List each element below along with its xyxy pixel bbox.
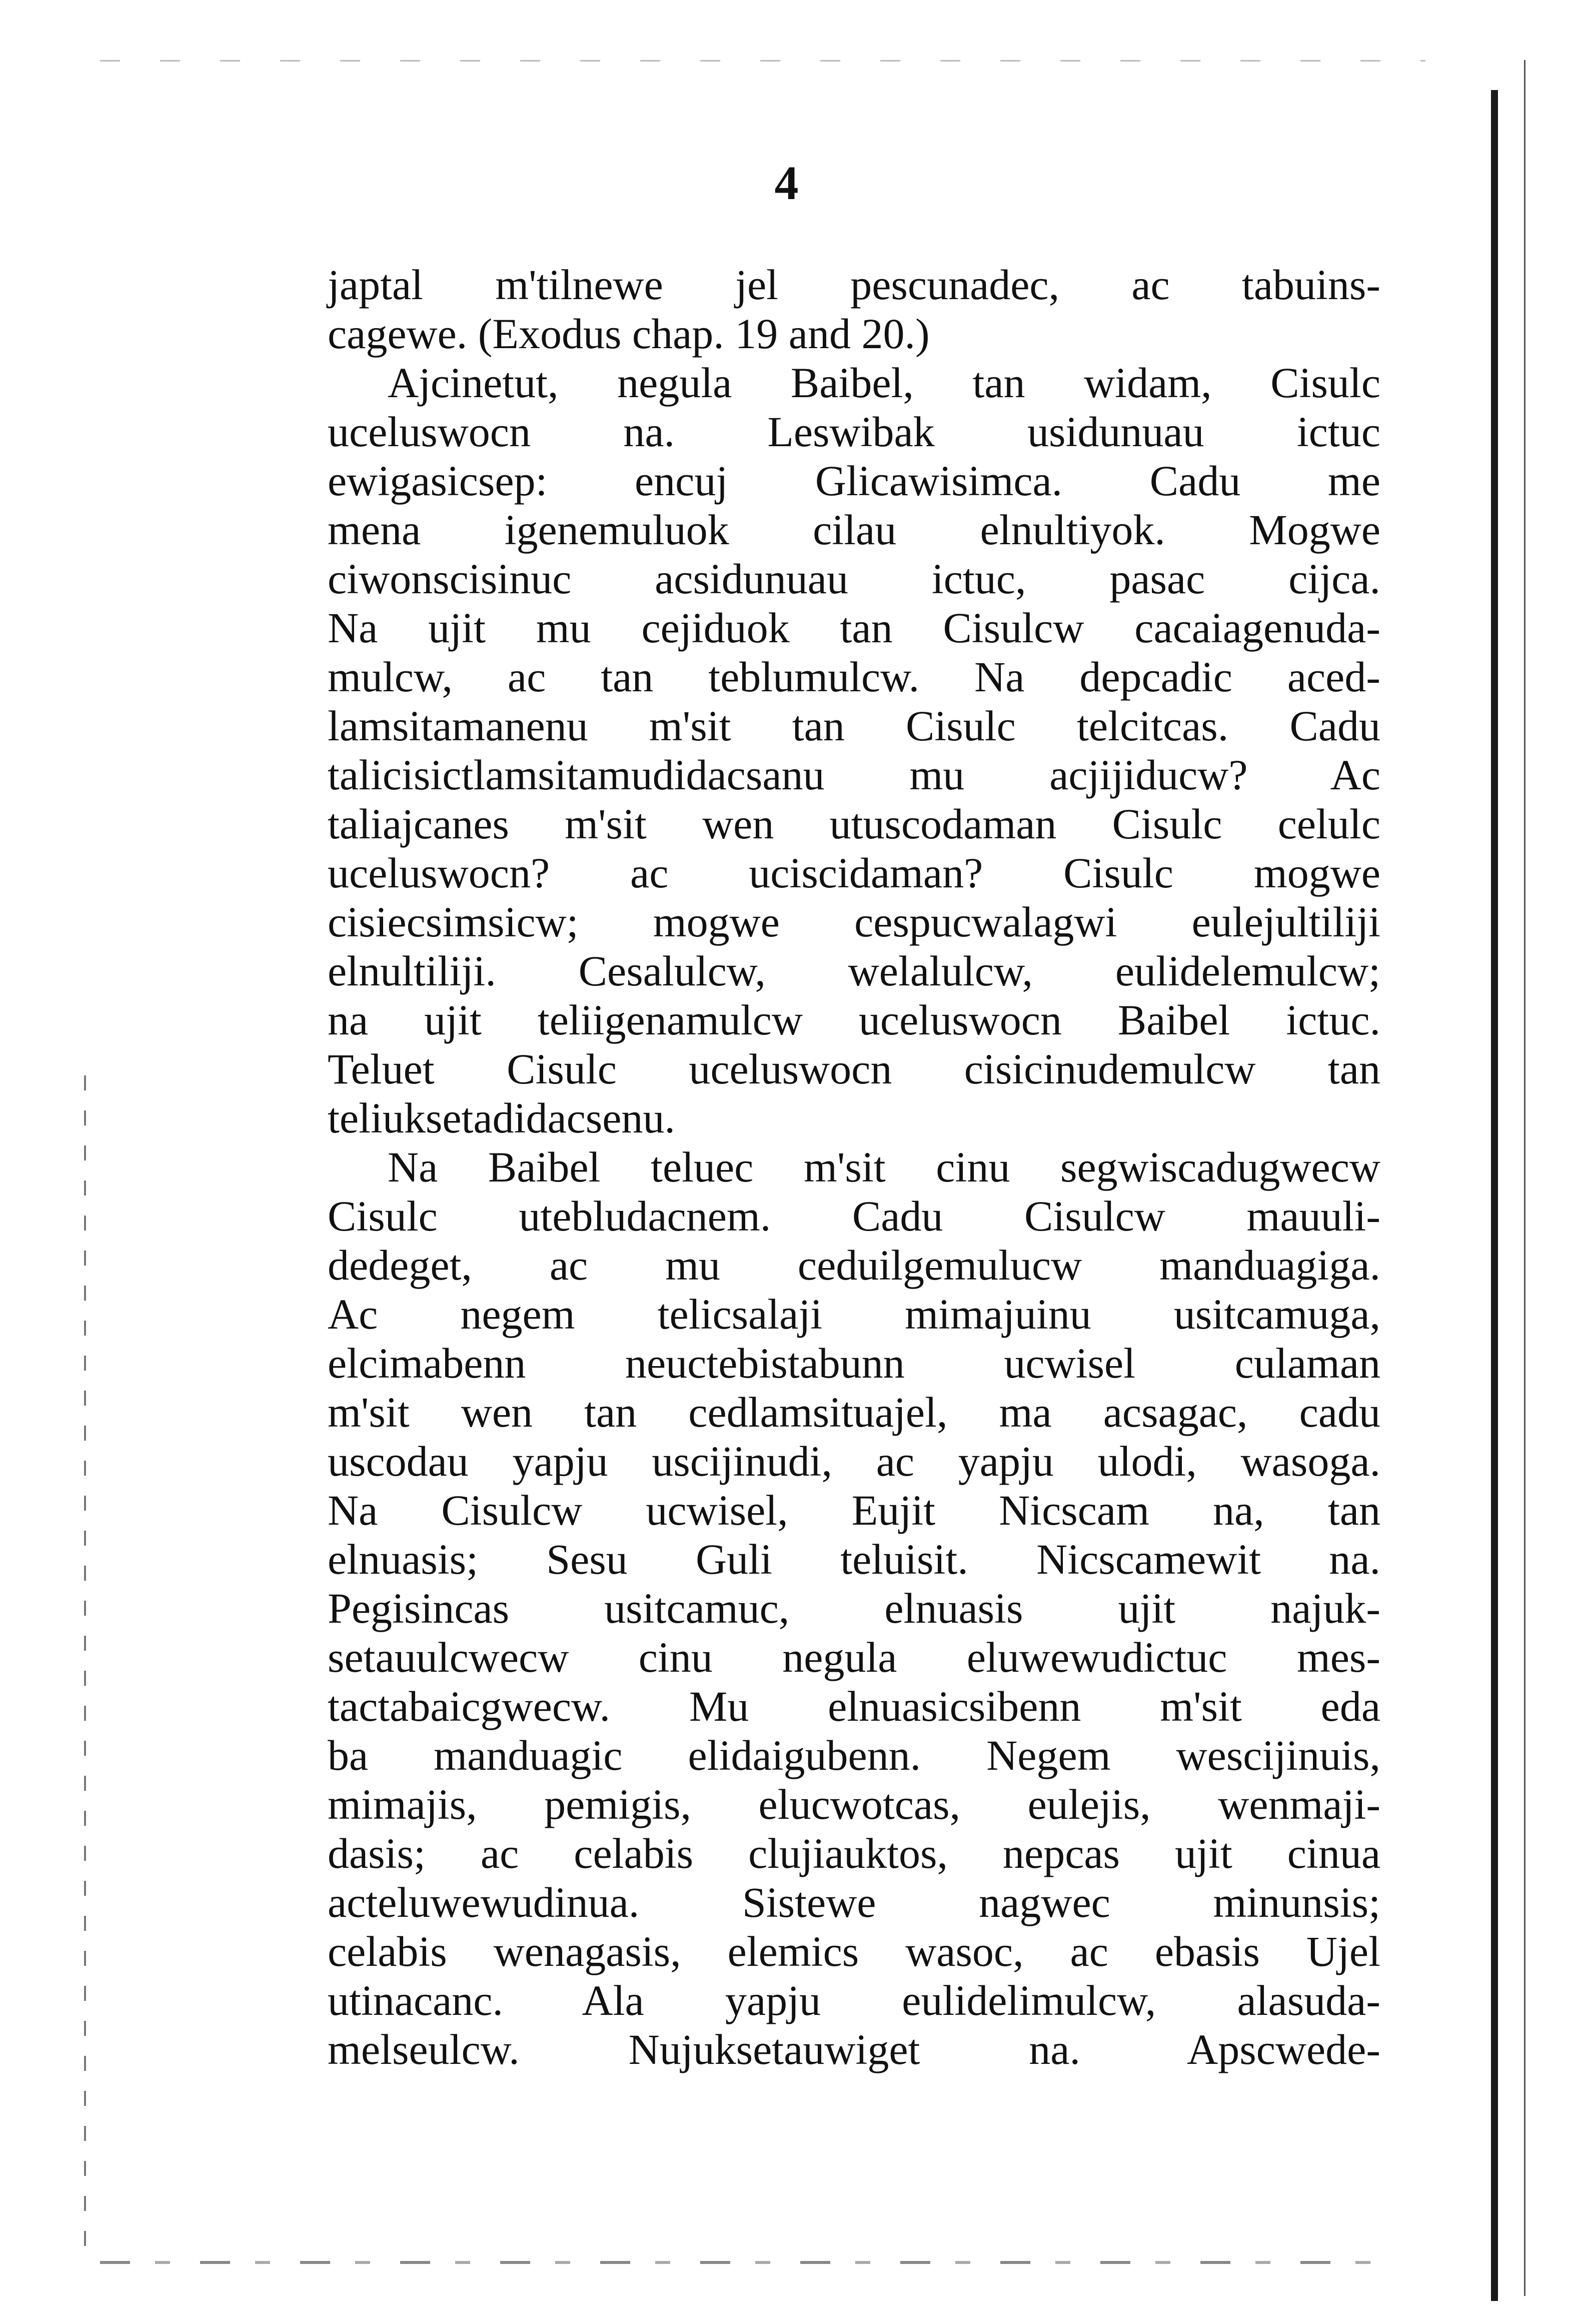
text-line: Na Baibel teluec m'sit cinu segwiscadugwecw xyxy=(388,1143,1380,1191)
text-line: Na ujit mu cejiduok tan Cisulcw cacaiagenuda- xyxy=(328,604,1380,652)
text-line: m'sit wen tan cedlamsituajel, ma acsagac, cadu xyxy=(328,1388,1380,1436)
text-line: dasis; ac celabis clujiauktos, nepcas ujit cinua xyxy=(328,1829,1380,1877)
text-line: ciwonscisinuc acsidunuau ictuc, pasac cijca. xyxy=(328,555,1380,603)
scan-edge-right xyxy=(1491,90,1498,2301)
text-line: Ac negem telicsalaji mimajuinu usitcamuga, xyxy=(328,1290,1380,1338)
text-line: Teluet Cisulc uceluswocn cisicinudemulcw tan xyxy=(328,1045,1380,1093)
scan-edge-left xyxy=(84,1075,86,2266)
text-line: celabis wenagasis, elemics wasoc, ac ebasis Ujel xyxy=(328,1927,1380,1975)
text-line: lamsitamanenu m'sit tan Cisulc telcitcas. Cadu xyxy=(328,702,1380,750)
text-line: elcimabenn neuctebistabunn ucwisel culaman xyxy=(328,1339,1380,1387)
text-line: japtal m'tilnewe jel pescunadec, ac tabuins- xyxy=(328,261,1380,309)
scan-edge-right-thin xyxy=(1524,60,1525,2296)
text-line: Ajcinetut, negula Baibel, tan widam, Cisulc xyxy=(388,359,1380,407)
scan-artifact-bottom xyxy=(100,2261,1400,2264)
text-line: elnuasis; Sesu Guli teluisit. Nicscamewit na. xyxy=(328,1535,1380,1583)
text-line: Pegisincas usitcamuc, elnuasis ujit najuk- xyxy=(328,1584,1380,1632)
text-line: setauulcwecw cinu negula eluwewudictuc mes- xyxy=(328,1633,1380,1681)
text-line: melseulcw. Nujuksetauwiget na. Apscwede- xyxy=(328,2025,1380,2073)
text-line: cisiecsimsicw; mogwe cespucwalagwi eulejultiliji xyxy=(328,898,1380,946)
scan-artifact-top xyxy=(100,60,1425,62)
text-line: mena igenemuluok cilau elnultiyok. Mogwe xyxy=(328,506,1380,554)
text-line: Na Cisulcw ucwisel, Eujit Nicscam na, tan xyxy=(328,1486,1380,1534)
text-line: utinacanc. Ala yapju eulidelimulcw, alasuda- xyxy=(328,1976,1380,2024)
text-line: elnultiliji. Cesalulcw, welalulcw, eulidelemulcw; xyxy=(328,947,1380,995)
text-line: talicisictlamsitamudidacsanu mu acjijiducw? Ac xyxy=(328,751,1380,799)
text-line: mimajis, pemigis, elucwotcas, eulejis, wenmaji- xyxy=(328,1780,1380,1828)
text-line: teliuksetadidacsenu. xyxy=(328,1094,675,1142)
text-line: dedeget, ac mu ceduilgemulucw manduagiga. xyxy=(328,1241,1380,1289)
text-line: acteluwewudinua. Sistewe nagwec minunsis; xyxy=(328,1878,1380,1926)
text-line: Cisulc utebludacnem. Cadu Cisulcw mauuli- xyxy=(328,1192,1380,1240)
body-text xyxy=(328,260,1380,2074)
text-line: cagewe. (Exodus chap. 19 and 20.) xyxy=(328,310,930,358)
text-line: tactabaicgwecw. Mu elnuasicsibenn m'sit eda xyxy=(328,1682,1380,1730)
text-line: uceluswocn? ac uciscidaman? Cisulc mogwe xyxy=(328,849,1380,897)
text-line: uceluswocn na. Leswibak usidunuau ictuc xyxy=(328,408,1380,456)
text-line: mulcw, ac tan teblumulcw. Na depcadic aced- xyxy=(328,653,1380,701)
text-line: ba manduagic elidaigubenn. Negem wescijinuis, xyxy=(328,1731,1380,1779)
text-line: uscodau yapju uscijinudi, ac yapju ulodi, wasoga. xyxy=(328,1437,1380,1485)
text-line: taliajcanes m'sit wen utuscodaman Cisulc celulc xyxy=(328,800,1380,848)
page-number: 4 xyxy=(774,156,799,210)
text-line: na ujit teliigenamulcw uceluswocn Baibel ictuc. xyxy=(328,996,1380,1044)
text-line: ewigasicsep: encuj Glicawisimca. Cadu me xyxy=(328,457,1380,505)
